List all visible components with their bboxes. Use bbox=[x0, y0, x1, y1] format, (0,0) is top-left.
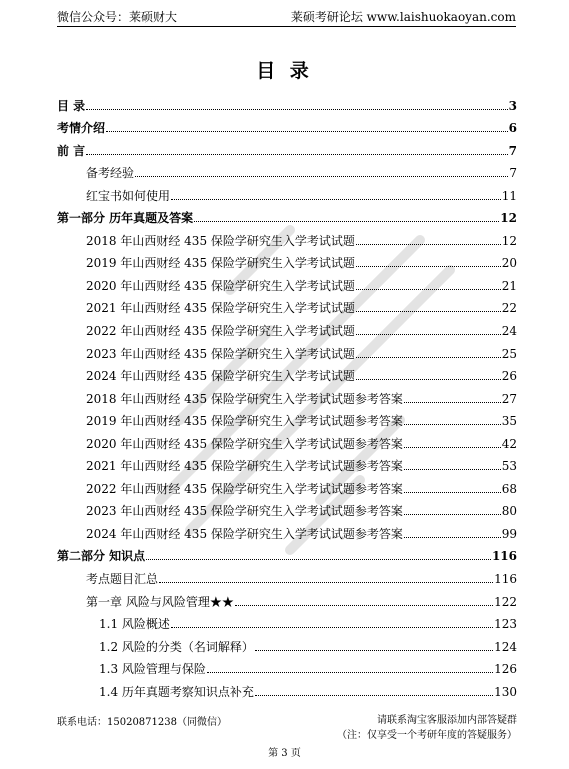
header-forum-site: 莱硕考研论坛 www.laishuokaoyan.com bbox=[290, 10, 516, 24]
toc-entry-page: 53 bbox=[501, 459, 517, 474]
toc-entry-title: 2022 年山西财经 435 保险学研究生入学考试试题 bbox=[86, 324, 355, 339]
footer-contact: 联系电话：15020871238（同微信） bbox=[57, 717, 227, 728]
toc-entry[interactable] bbox=[57, 180, 517, 203]
toc-entry-page: 20 bbox=[501, 256, 517, 271]
dot-leader bbox=[207, 672, 493, 673]
toc-entry[interactable] bbox=[57, 293, 517, 316]
toc-entry-title: 2022 年山西财经 435 保险学研究生入学考试试题参考答案 bbox=[86, 481, 403, 496]
toc-entry-title: 2021 年山西财经 435 保险学研究生入学考试试题 bbox=[86, 301, 355, 316]
toc-entry-page: 116 bbox=[494, 572, 517, 587]
toc-entry[interactable] bbox=[57, 609, 517, 632]
toc-entry-title: 第一章 风险与风险管理★★ bbox=[86, 594, 234, 609]
header-wechat-account: 微信公众号：莱硕财大 bbox=[57, 10, 178, 24]
toc-entry[interactable] bbox=[57, 631, 517, 654]
dot-leader bbox=[404, 402, 501, 403]
toc-entry[interactable] bbox=[57, 586, 517, 609]
dot-leader bbox=[356, 266, 501, 267]
toc-entry-page: 25 bbox=[501, 346, 517, 361]
toc-entry-page: 68 bbox=[501, 481, 517, 496]
toc-entry-page: 35 bbox=[501, 414, 517, 429]
dot-leader bbox=[404, 447, 501, 448]
toc-entry[interactable] bbox=[57, 90, 517, 113]
toc-entry-page: 80 bbox=[501, 504, 517, 519]
toc-entry-title: 2024 年山西财经 435 保险学研究生入学考试试题参考答案 bbox=[86, 526, 403, 541]
toc-entry-page: 22 bbox=[501, 301, 517, 316]
toc-entry-title: 2024 年山西财经 435 保险学研究生入学考试试题 bbox=[86, 369, 355, 384]
toc-entry-page: 12 bbox=[500, 211, 517, 226]
dot-leader bbox=[255, 650, 493, 651]
dot-leader bbox=[146, 559, 491, 560]
toc-entry[interactable] bbox=[57, 451, 517, 474]
toc-entry-title: 1.1 风险概述 bbox=[99, 617, 170, 632]
toc-entry-title: 2018 年山西财经 435 保险学研究生入学考试试题参考答案 bbox=[86, 391, 403, 406]
toc-entry-title: 2019 年山西财经 435 保险学研究生入学考试试题参考答案 bbox=[86, 414, 403, 429]
dot-leader bbox=[86, 154, 507, 155]
toc-entry[interactable] bbox=[57, 428, 517, 451]
toc-entry[interactable] bbox=[57, 158, 517, 181]
toc-entry[interactable] bbox=[57, 361, 517, 384]
dot-leader bbox=[404, 424, 501, 425]
toc-entry-title: 考点题目汇总 bbox=[86, 572, 159, 587]
dot-leader bbox=[356, 357, 501, 358]
toc-entry[interactable] bbox=[57, 383, 517, 406]
toc-title: 目 录 bbox=[256, 60, 313, 82]
toc-entry-title: 2020 年山西财经 435 保险学研究生入学考试试题 bbox=[86, 278, 355, 293]
toc-entry-page: 11 bbox=[501, 188, 517, 203]
dot-leader bbox=[404, 492, 501, 493]
toc-entry-title: 2019 年山西财经 435 保险学研究生入学考试试题 bbox=[86, 256, 355, 271]
toc-entry[interactable] bbox=[57, 203, 517, 226]
footer-note-line1: 请联系淘宝客服添加内部答疑群 bbox=[377, 715, 517, 726]
toc-entry-page: 26 bbox=[501, 369, 517, 384]
dot-leader bbox=[86, 109, 507, 110]
dot-leader bbox=[194, 221, 499, 222]
toc-entry-title: 1.4 历年真题考察知识点补充 bbox=[99, 684, 254, 699]
toc-entry[interactable] bbox=[57, 518, 517, 541]
toc-entry-title: 第一部分 历年真题及答案 bbox=[57, 211, 194, 226]
dot-leader bbox=[356, 289, 501, 290]
toc-entry[interactable] bbox=[57, 473, 517, 496]
dot-leader bbox=[404, 514, 501, 515]
toc-entry-title: 第二部分 知识点 bbox=[57, 549, 146, 564]
toc-entry[interactable] bbox=[57, 270, 517, 293]
dot-leader bbox=[356, 311, 501, 312]
toc-entry[interactable] bbox=[57, 654, 517, 677]
table-of-contents bbox=[57, 90, 517, 699]
toc-entry-page: 123 bbox=[494, 617, 517, 632]
toc-entry-title: 备考经验 bbox=[86, 166, 135, 181]
toc-entry-page: 7 bbox=[509, 166, 517, 181]
toc-entry[interactable] bbox=[57, 541, 517, 564]
toc-entry-page: 42 bbox=[501, 436, 517, 451]
dot-leader bbox=[171, 627, 493, 628]
footer-note-line2: （注：仅享受一个考研年度的答疑服务） bbox=[337, 730, 517, 741]
toc-entry-page: 27 bbox=[501, 391, 517, 406]
dot-leader bbox=[255, 695, 493, 696]
toc-entry-page: 24 bbox=[501, 324, 517, 339]
dot-leader bbox=[404, 537, 501, 538]
toc-entry[interactable] bbox=[57, 113, 517, 136]
toc-entry[interactable] bbox=[57, 315, 517, 338]
toc-entry-page: 124 bbox=[494, 639, 517, 654]
toc-entry[interactable] bbox=[57, 406, 517, 429]
dot-leader bbox=[356, 334, 501, 335]
toc-entry-title: 2018 年山西财经 435 保险学研究生入学考试试题 bbox=[86, 233, 355, 248]
dot-leader bbox=[356, 244, 501, 245]
toc-entry-title: 1.3 风险管理与保险 bbox=[99, 662, 206, 677]
toc-entry-page: 122 bbox=[494, 594, 517, 609]
toc-entry-title: 前 言 bbox=[57, 143, 86, 158]
page-number: 第 3 页 bbox=[268, 748, 301, 759]
toc-entry[interactable] bbox=[57, 135, 517, 158]
dot-leader bbox=[235, 605, 493, 606]
toc-entry-title: 2023 年山西财经 435 保险学研究生入学考试试题参考答案 bbox=[86, 504, 403, 519]
toc-entry-page: 12 bbox=[501, 233, 517, 248]
toc-entry[interactable] bbox=[57, 225, 517, 248]
toc-entry[interactable] bbox=[57, 338, 517, 361]
toc-entry[interactable] bbox=[57, 676, 517, 699]
toc-entry-title: 目 录 bbox=[57, 98, 86, 113]
toc-entry-page: 6 bbox=[508, 121, 517, 136]
toc-entry[interactable] bbox=[57, 496, 517, 519]
dot-leader bbox=[159, 582, 493, 583]
dot-leader bbox=[356, 379, 501, 380]
dot-leader bbox=[404, 469, 501, 470]
toc-entry-page: 116 bbox=[491, 549, 517, 564]
toc-entry-title: 1.2 风险的分类（名词解释） bbox=[99, 639, 254, 654]
toc-entry-page: 130 bbox=[494, 684, 517, 699]
footer-note bbox=[337, 713, 517, 743]
toc-entry-title: 红宝书如何使用 bbox=[86, 188, 171, 203]
dot-leader bbox=[171, 199, 501, 200]
toc-entry-page: 21 bbox=[501, 278, 517, 293]
toc-entry-title: 2020 年山西财经 435 保险学研究生入学考试试题参考答案 bbox=[86, 436, 403, 451]
toc-entry-title: 2023 年山西财经 435 保险学研究生入学考试试题 bbox=[86, 346, 355, 361]
dot-leader bbox=[106, 131, 508, 132]
toc-entry[interactable] bbox=[57, 248, 517, 271]
dot-leader bbox=[135, 176, 508, 177]
toc-entry-page: 126 bbox=[494, 662, 517, 677]
toc-entry-page: 7 bbox=[508, 143, 517, 158]
toc-entry-title: 考情介绍 bbox=[57, 121, 106, 136]
toc-entry-title: 2021 年山西财经 435 保险学研究生入学考试试题参考答案 bbox=[86, 459, 403, 474]
toc-entry-page: 99 bbox=[501, 526, 517, 541]
toc-entry[interactable] bbox=[57, 563, 517, 586]
page-header bbox=[57, 5, 516, 27]
toc-entry-page: 3 bbox=[508, 98, 517, 113]
